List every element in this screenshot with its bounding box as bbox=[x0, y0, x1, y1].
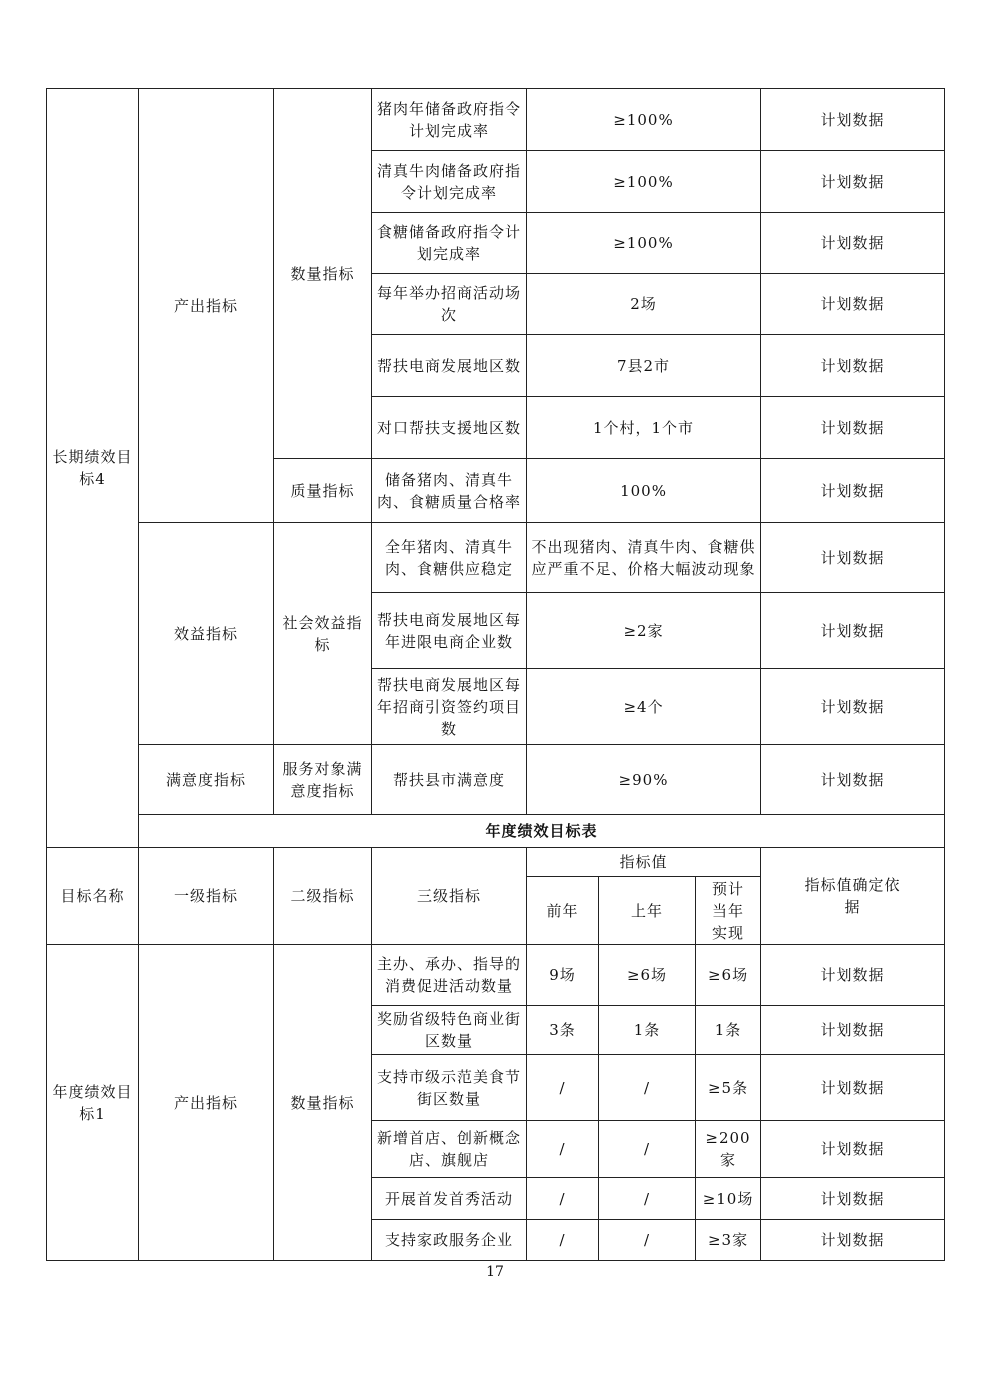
header-prev-year: 前年 bbox=[527, 877, 599, 945]
expected-cell: ≥200家 bbox=[696, 1121, 761, 1178]
header-value-group: 指标值 bbox=[527, 848, 761, 877]
prev-year-cell: / bbox=[527, 1178, 599, 1220]
level2-cell: 质量指标 bbox=[274, 459, 372, 523]
level1-cell: 效益指标 bbox=[139, 523, 274, 745]
level2-cell: 服务对象满意度指标 bbox=[274, 745, 372, 815]
value-cell: ≥2家 bbox=[527, 593, 761, 669]
table-row bbox=[47, 945, 945, 1006]
basis-cell: 计划数据 bbox=[761, 669, 945, 745]
indicator-cell: 帮扶县市满意度 bbox=[372, 745, 527, 815]
value-cell: ≥100% bbox=[527, 89, 761, 151]
expected-cell: ≥5条 bbox=[696, 1055, 761, 1121]
value-cell: ≥4个 bbox=[527, 669, 761, 745]
table-row bbox=[47, 89, 945, 151]
expected-cell: ≥10场 bbox=[696, 1178, 761, 1220]
level2-cell: 数量指标 bbox=[274, 945, 372, 1261]
last-year-cell: / bbox=[599, 1220, 696, 1261]
value-cell: ≥100% bbox=[527, 151, 761, 213]
basis-cell: 计划数据 bbox=[761, 745, 945, 815]
indicator-cell: 食糖储备政府指令计划完成率 bbox=[372, 213, 527, 274]
last-year-cell: / bbox=[599, 1121, 696, 1178]
basis-cell: 计划数据 bbox=[761, 397, 945, 459]
value-cell: ≥100% bbox=[527, 213, 761, 274]
expected-cell: ≥3家 bbox=[696, 1220, 761, 1261]
table-row bbox=[47, 523, 945, 593]
indicator-cell: 新增首店、创新概念店、旗舰店 bbox=[372, 1121, 527, 1178]
section-title-row bbox=[47, 815, 945, 848]
basis-cell: 计划数据 bbox=[761, 1178, 945, 1220]
basis-cell: 计划数据 bbox=[761, 1006, 945, 1055]
basis-cell: 计划数据 bbox=[761, 274, 945, 335]
header-level2: 二级指标 bbox=[274, 848, 372, 945]
value-cell: 不出现猪肉、清真牛肉、食糖供应严重不足、价格大幅波动现象 bbox=[527, 523, 761, 593]
level2-cell: 社会效益指标 bbox=[274, 523, 372, 745]
header-basis: 指标值确定依据 bbox=[761, 848, 945, 945]
prev-year-cell: 3条 bbox=[527, 1006, 599, 1055]
header-level1: 一级指标 bbox=[139, 848, 274, 945]
goal-name-cell: 长期绩效目标4 bbox=[47, 89, 139, 848]
indicator-cell: 开展首发首秀活动 bbox=[372, 1178, 527, 1220]
level2-cell: 数量指标 bbox=[274, 89, 372, 459]
level1-cell: 产出指标 bbox=[139, 945, 274, 1261]
basis-cell: 计划数据 bbox=[761, 151, 945, 213]
value-cell: ≥90% bbox=[527, 745, 761, 815]
page-number: 17 bbox=[486, 1264, 504, 1280]
basis-cell: 计划数据 bbox=[761, 1055, 945, 1121]
last-year-cell: 1条 bbox=[599, 1006, 696, 1055]
indicator-cell: 每年举办招商活动场次 bbox=[372, 274, 527, 335]
performance-target-table bbox=[46, 88, 945, 1261]
indicator-cell: 帮扶电商发展地区数 bbox=[372, 335, 527, 397]
level1-cell: 产出指标 bbox=[139, 89, 274, 523]
basis-cell: 计划数据 bbox=[761, 89, 945, 151]
last-year-cell: ≥6场 bbox=[599, 945, 696, 1006]
indicator-cell: 帮扶电商发展地区每年进限电商企业数 bbox=[372, 593, 527, 669]
goal-name-cell: 年度绩效目标1 bbox=[47, 945, 139, 1261]
prev-year-cell: / bbox=[527, 1121, 599, 1178]
header-expected: 预计当年实现 bbox=[696, 877, 761, 945]
indicator-cell: 支持家政服务企业 bbox=[372, 1220, 527, 1261]
basis-cell: 计划数据 bbox=[761, 459, 945, 523]
indicator-cell: 对口帮扶支援地区数 bbox=[372, 397, 527, 459]
basis-cell: 计划数据 bbox=[761, 1220, 945, 1261]
last-year-cell: / bbox=[599, 1178, 696, 1220]
indicator-cell: 猪肉年储备政府指令计划完成率 bbox=[372, 89, 527, 151]
expected-cell: ≥6场 bbox=[696, 945, 761, 1006]
header-row bbox=[47, 848, 945, 877]
indicator-cell: 支持市级示范美食节街区数量 bbox=[372, 1055, 527, 1121]
last-year-cell: / bbox=[599, 1055, 696, 1121]
basis-cell: 计划数据 bbox=[761, 523, 945, 593]
header-level3: 三级指标 bbox=[372, 848, 527, 945]
annual-table-title: 年度绩效目标表 bbox=[139, 815, 945, 848]
value-cell: 7县2市 bbox=[527, 335, 761, 397]
prev-year-cell: / bbox=[527, 1220, 599, 1261]
table-row bbox=[47, 745, 945, 815]
indicator-cell: 全年猪肉、清真牛肉、食糖供应稳定 bbox=[372, 523, 527, 593]
basis-cell: 计划数据 bbox=[761, 945, 945, 1006]
header-last-year: 上年 bbox=[599, 877, 696, 945]
prev-year-cell: 9场 bbox=[527, 945, 599, 1006]
header-goal-name: 目标名称 bbox=[47, 848, 139, 945]
basis-cell: 计划数据 bbox=[761, 213, 945, 274]
prev-year-cell: / bbox=[527, 1055, 599, 1121]
indicator-cell: 清真牛肉储备政府指令计划完成率 bbox=[372, 151, 527, 213]
level1-cell: 满意度指标 bbox=[139, 745, 274, 815]
indicator-cell: 奖励省级特色商业街区数量 bbox=[372, 1006, 527, 1055]
indicator-cell: 主办、承办、指导的消费促进活动数量 bbox=[372, 945, 527, 1006]
indicator-cell: 帮扶电商发展地区每年招商引资签约项目数 bbox=[372, 669, 527, 745]
basis-cell: 计划数据 bbox=[761, 335, 945, 397]
indicator-cell: 储备猪肉、清真牛肉、食糖质量合格率 bbox=[372, 459, 527, 523]
expected-cell: 1条 bbox=[696, 1006, 761, 1055]
value-cell: 1个村，1个市 bbox=[527, 397, 761, 459]
value-cell: 100% bbox=[527, 459, 761, 523]
basis-cell: 计划数据 bbox=[761, 593, 945, 669]
value-cell: 2场 bbox=[527, 274, 761, 335]
basis-cell: 计划数据 bbox=[761, 1121, 945, 1178]
